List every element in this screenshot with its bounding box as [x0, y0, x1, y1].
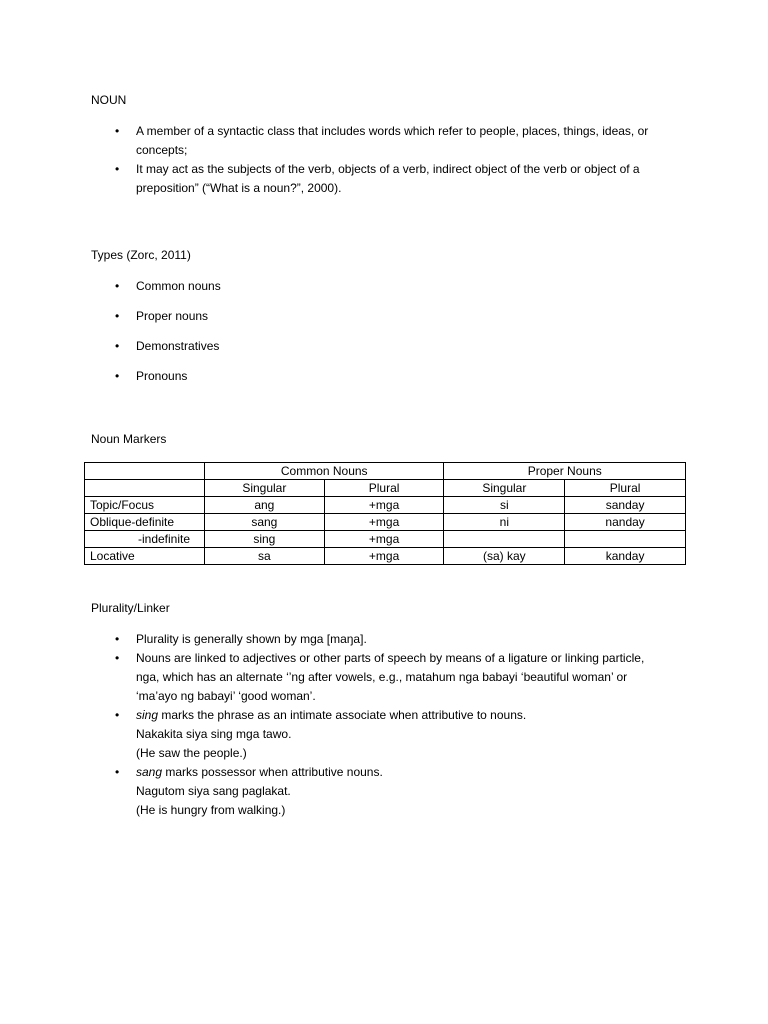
table-cell: sa: [204, 548, 324, 565]
list-item: [91, 763, 711, 820]
table-cell: [444, 531, 565, 548]
list-item-text: Demonstratives: [136, 339, 220, 353]
bullet-icon: •: [115, 632, 120, 646]
table-subheader-row: [85, 480, 686, 497]
example-sentence: Nagutom siya sang paglakat.: [136, 784, 291, 798]
row-label: Locative: [85, 548, 205, 565]
table-cell: +mga: [324, 548, 444, 565]
list-item: [91, 122, 691, 160]
table-cell: ni: [444, 514, 565, 531]
term-sing: sing: [136, 708, 159, 722]
table-cell: sanday: [565, 497, 686, 514]
plurality-list: [91, 630, 711, 820]
table-row: [85, 548, 686, 565]
list-item: [91, 706, 711, 763]
row-label: Oblique-definite: [85, 514, 205, 531]
bullet-icon: •: [115, 651, 120, 665]
table-cell: +mga: [324, 531, 444, 548]
table-row: [85, 497, 686, 514]
list-item: [91, 630, 711, 649]
bullet-icon: •: [115, 708, 120, 722]
list-item: [91, 307, 691, 326]
table-cell: +mga: [324, 514, 444, 531]
noun-heading: NOUN: [91, 93, 127, 107]
plurality-heading: Plurality/Linker: [91, 601, 170, 615]
example-translation: (He saw the people.): [136, 746, 247, 760]
table-cell: [565, 531, 686, 548]
column-group-header: Common Nouns: [204, 463, 443, 480]
table-cell: [85, 480, 205, 497]
table-cell: (sa) kay: [444, 548, 565, 565]
list-item-text: ‘ma’ayo ng babayi’ ‘good woman’.: [136, 689, 316, 703]
term-sang: sang: [136, 765, 163, 779]
list-item: [91, 367, 691, 386]
bullet-icon: •: [115, 339, 120, 353]
table-row: [85, 531, 686, 548]
types-list: [91, 277, 691, 397]
table-header-row: [85, 463, 686, 480]
list-item: [91, 160, 691, 198]
table-cell: sang: [204, 514, 324, 531]
noun-markers-table: [84, 462, 686, 565]
bullet-icon: •: [115, 124, 120, 138]
bullet-icon: •: [115, 279, 120, 293]
table-cell: ang: [204, 497, 324, 514]
example-sentence: Nakakita siya sing mga tawo.: [136, 727, 292, 741]
bullet-icon: •: [115, 309, 120, 323]
column-header: Singular: [204, 480, 324, 497]
column-header: Singular: [444, 480, 565, 497]
table-cell: nanday: [565, 514, 686, 531]
list-item-text: Pronouns: [136, 369, 188, 383]
types-heading: Types (Zorc, 2011): [91, 248, 191, 262]
list-item-text: marks the phrase as an intimate associate when attributive to nouns.: [158, 708, 527, 722]
column-group-header: Proper Nouns: [444, 463, 686, 480]
table-row: [85, 514, 686, 531]
column-header: Plural: [324, 480, 444, 497]
table-cell: kanday: [565, 548, 686, 565]
list-item: [91, 337, 691, 356]
bullet-icon: •: [115, 162, 120, 176]
bullet-icon: •: [115, 765, 120, 779]
list-item-text: Nouns are linked to adjectives or other parts of speech by means of a ligature or linking particle,: [136, 651, 645, 665]
list-item-text: Proper nouns: [136, 309, 209, 323]
row-label: Topic/Focus: [85, 497, 205, 514]
list-item-text: Plurality is generally shown by mga [maŋa].: [136, 632, 367, 646]
bullet-icon: •: [115, 369, 120, 383]
table-cell: sing: [204, 531, 324, 548]
column-header: Plural: [565, 480, 686, 497]
table-cell: si: [444, 497, 565, 514]
example-translation: (He is hungry from walking.): [136, 803, 286, 817]
noun-definition-list: [91, 122, 691, 198]
row-label: -indefinite: [85, 531, 205, 548]
list-item: [91, 649, 711, 706]
table-cell: +mga: [324, 497, 444, 514]
table-cell: [85, 463, 205, 480]
list-item-text: A member of a syntactic class that includes words which refer to people, places, things, ideas, or concepts;: [136, 124, 649, 157]
noun-markers-heading: Noun Markers: [91, 432, 167, 446]
list-item-text: Common nouns: [136, 279, 221, 293]
list-item-text: It may act as the subjects of the verb, objects of a verb, indirect object of the verb or object of a preposition” (“What is a noun?”, 2000).: [136, 162, 640, 195]
list-item: [91, 277, 691, 296]
list-item-text: nga, which has an alternate ‘’ng after vowels, e.g., matahum nga babayi ‘beautiful woman’ or: [136, 670, 628, 684]
list-item-text: marks possessor when attributive nouns.: [162, 765, 383, 779]
